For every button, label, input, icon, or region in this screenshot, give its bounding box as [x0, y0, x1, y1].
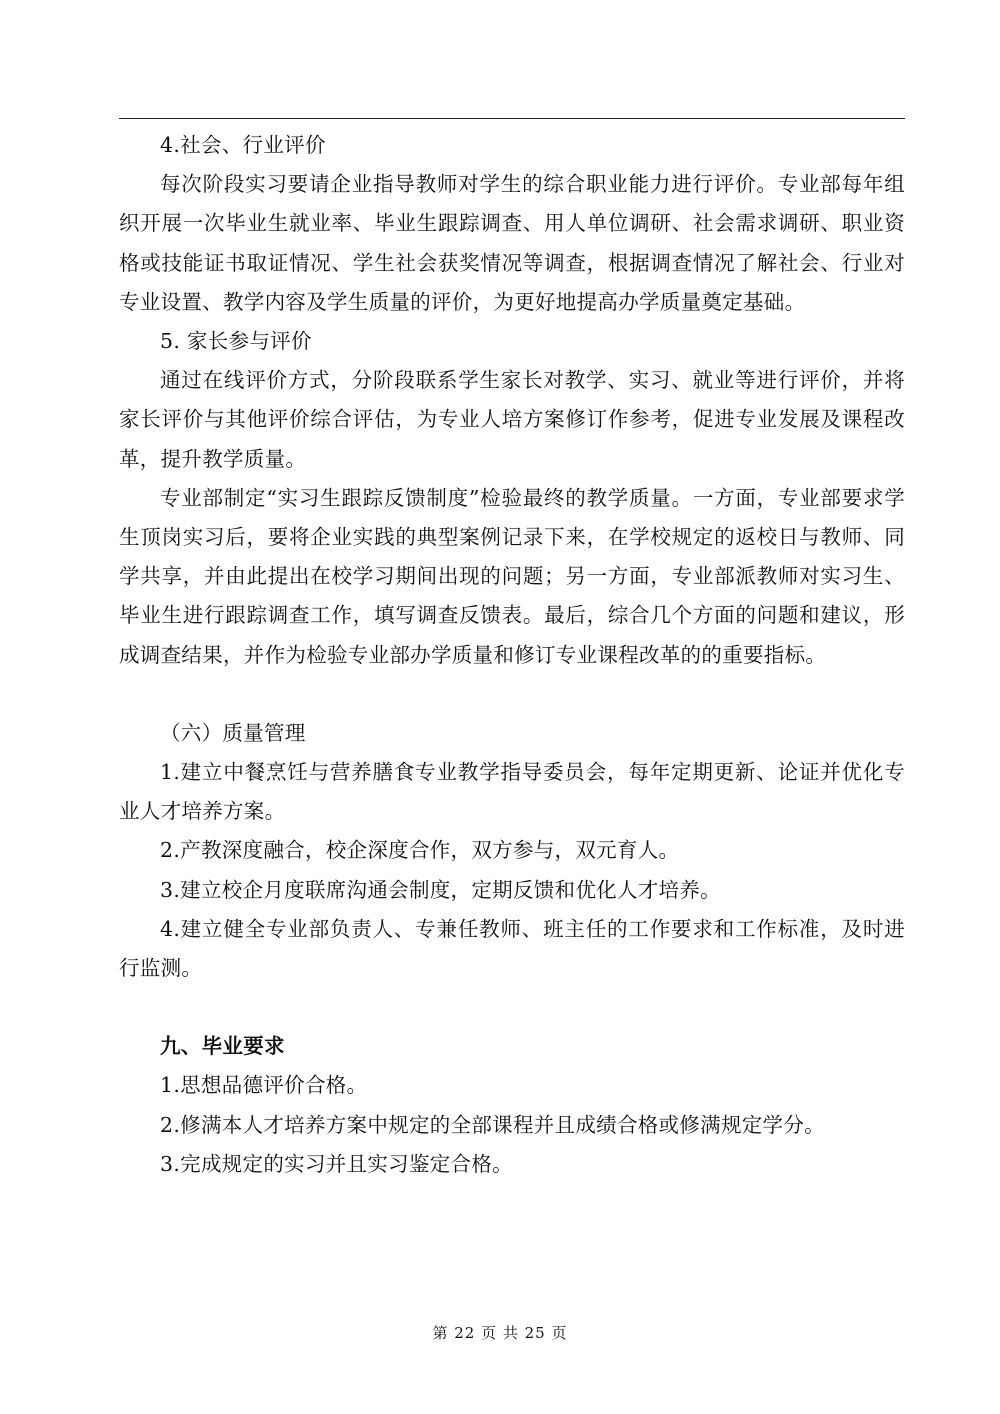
graduation-item: 3.完成规定的实习并且实习鉴定合格。 — [160, 1151, 513, 1176]
page-number: 第 22 页 共 25 页 — [432, 1324, 568, 1342]
graduation-item: 1.思想品德评价合格。 — [160, 1073, 368, 1098]
header-rule — [119, 118, 905, 119]
paragraph-parent-eval: 通过在线评价方式，分阶段联系学生家长对教学、实习、就业等进行评价，并将家长评价与其他评价综合评估，为专业人培方案修订作参考，促进专业发展及课程改革，提升教学质量。 — [119, 368, 905, 471]
section-heading-social-eval: 4.社会、行业评价 — [160, 133, 326, 157]
quality-item: 2.产教深度融合，校企深度合作，双方参与，双元育人。 — [160, 838, 680, 863]
paragraph-social-eval: 每次阶段实习要请企业指导教师对学生的综合职业能力进行评价。专业部每年组织开展一次毕业生就业率、毕业生跟踪调查、用人单位调研、社会需求调研、职业资格或技能证书取证情况、学生社会获奖情况等调查，根据调查情况了解社会、行业对专业设置、教学内容及学生质量的评价，为更好地提高办学质量奠定基础。 — [119, 172, 905, 314]
quality-item: 1.建立中餐烹饪与营养膳食专业教学指导委员会，每年定期更新、论证并优化专业人才培养方案。 — [119, 760, 905, 824]
page-content — [119, 126, 905, 1184]
section-heading-quality: （六）质量管理 — [160, 720, 306, 745]
paragraph-tracking-system: 专业部制定“实习生跟踪反馈制度”检验最终的教学质量。一方面，专业部要求学生顶岗实习后，要将企业实践的典型案例记录下来，在学校规定的返校日与教师、同学共享，并由此提出在校学习期间出现的问题；另一方面，专业部派教师对实习生、毕业生进行跟踪调查工作，填写调查反馈表。最后，综合几个方面的问题和建议，形成调查结果，并作为检验专业部办学质量和修订专业课程改革的的重要指标。 — [119, 485, 905, 667]
quality-item: 4.建立健全专业部负责人、专兼任教师、班主任的工作要求和工作标准，及时进行监测。 — [119, 916, 905, 981]
graduation-item: 2.修满本人才培养方案中规定的全部课程并且成绩合格或修满规定学分。 — [160, 1112, 825, 1137]
section-heading-parent-eval: 5. 家长参与评价 — [160, 329, 312, 354]
quality-item: 3.建立校企月度联席沟通会制度，定期反馈和优化人才培养。 — [160, 877, 721, 902]
section-heading-graduation: 九、毕业要求 — [160, 1034, 285, 1059]
